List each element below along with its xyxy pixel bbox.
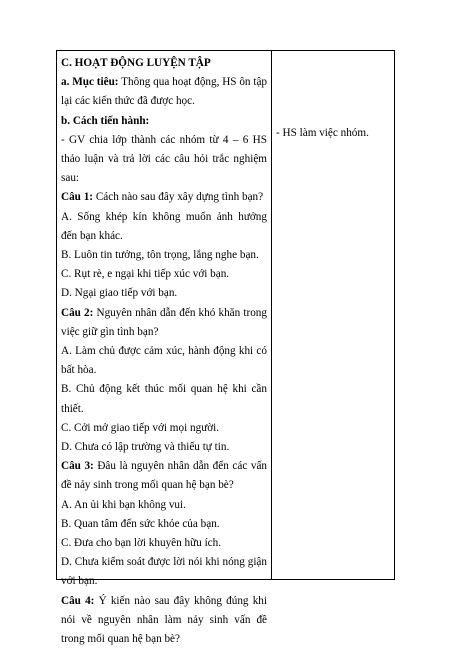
column-divider [271, 51, 272, 579]
answer-option: C. Đưa cho bạn lời khuyên hữu ích. [61, 537, 222, 550]
answer-option: C. Rụt rè, e ngại khi tiếp xúc với bạn. [61, 268, 230, 281]
answer-option: D. Chưa có lập trường và thiếu tự tin. [61, 441, 230, 454]
objective-paragraph [61, 73, 267, 111]
question-text: Cách nào sau đây xây dựng tình bạn? [93, 191, 264, 204]
question-label: Câu 4: [61, 594, 95, 607]
student-activity-text: - HS làm việc nhóm. [276, 127, 369, 139]
answer-option: A. Sống khép kín không muốn ảnh hưởng đến bạn khác. [61, 210, 267, 242]
section-heading: C. HOẠT ĐỘNG LUYỆN TẬP [61, 57, 211, 69]
answer-option: B. Quan tâm đến sức khỏe của bạn. [61, 517, 220, 530]
objective-label: a. Mục tiêu: [61, 76, 119, 89]
question-3 [61, 457, 267, 495]
instruction-text: - GV chia lớp thành các nhóm từ 4 – 6 HS thảo luận và trả lời các câu hỏi trắc nghiệm sau: [61, 133, 267, 185]
answer-option: D. Ngại giao tiếp với bạn. [61, 287, 178, 300]
question-label: Câu 2: [61, 306, 94, 319]
method-label: b. Cách tiến hành: [61, 114, 150, 127]
question-text: Đâu là nguyên nhân dẫn đến các vấn đề nảy sinh trong mối quan hệ bạn bè? [61, 460, 268, 492]
question-label: Câu 1: [61, 191, 94, 204]
lesson-table [56, 50, 395, 646]
objective-text: Thông qua hoạt động, HS ôn tập lại các kiến thức đã được học. [61, 76, 268, 108]
answer-option: B. Chủ động kết thúc mối quan hệ khi cần thiết. [61, 383, 267, 415]
answer-option: C. Cởi mở giao tiếp với mọi người. [61, 421, 220, 434]
question-1 [61, 188, 267, 207]
answer-option: D. Chưa kiểm soát được lời nói khi nóng giận với bạn. [61, 556, 267, 588]
answer-option: A. Làm chủ được cảm xúc, hành động khi có bất hòa. [61, 345, 267, 377]
teacher-activity-column [61, 54, 267, 649]
question-text: Nguyên nhân dẫn đến khó khăn trong việc giữ gìn tình bạn? [61, 306, 267, 338]
question-text: Ý kiến nào sau đây không đúng khi nói về nguyên nhân làm nảy sinh vấn đề trong mối quan hệ bạn bè? [61, 594, 267, 646]
question-2 [61, 304, 267, 342]
answer-option: B. Luôn tin tưởng, tôn trọng, lắng nghe bạn. [61, 249, 259, 262]
student-activity-column [276, 124, 392, 143]
answer-option: A. An ủi khi bạn không vui. [61, 498, 186, 511]
question-4 [61, 592, 267, 649]
question-label: Câu 3: [61, 460, 94, 473]
